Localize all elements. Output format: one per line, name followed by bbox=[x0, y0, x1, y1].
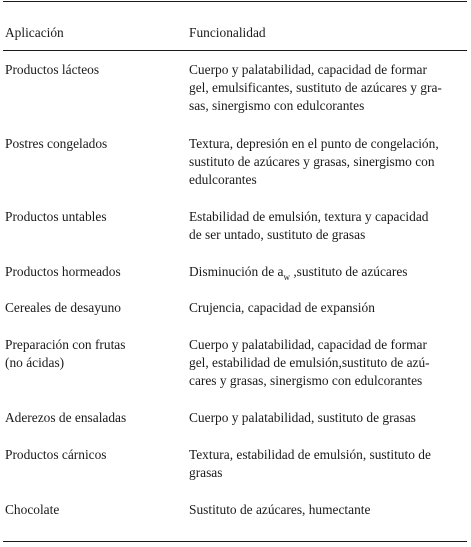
top-rule bbox=[3, 1, 467, 2]
row-1-functionality-line-1: Cuerpo y palatabilidad, capacidad de formar bbox=[189, 62, 427, 77]
bottom-rule bbox=[3, 541, 467, 542]
row-2-application: Postres congelados bbox=[5, 136, 108, 151]
row-7-application: Aderezos de ensaladas bbox=[5, 410, 127, 425]
row-3-functionality-line-2: de ser untado, sustituto de grasas bbox=[189, 227, 366, 242]
row-6-application-line-2: (no ácidas) bbox=[5, 355, 65, 370]
row-2-functionality-line-2: sustituto de azúcares y grasas, sinergismo con bbox=[189, 154, 435, 169]
row-1-application: Productos lácteos bbox=[5, 62, 100, 77]
row-6-application-line-1: Preparación con frutas bbox=[5, 337, 126, 352]
row-5-application: Cereales de desayuno bbox=[5, 300, 122, 315]
row-4-functionality-subscript: w bbox=[283, 272, 290, 282]
row-7-functionality-line-1: Cuerpo y palatabilidad, sustituto de grasas bbox=[189, 410, 416, 425]
row-1-functionality-line-3: sas, sinergismo con edulcorantes bbox=[189, 98, 365, 113]
row-6-functionality-line-1: Cuerpo y palatabilidad, capacidad de formar bbox=[189, 337, 427, 352]
header-application: Aplicación bbox=[5, 25, 64, 40]
row-3-functionality-line-1: Estabilidad de emulsión, textura y capacidad bbox=[189, 209, 429, 224]
row-5-functionality-line-1: Crujencia, capacidad de expansión bbox=[189, 300, 375, 315]
row-4-application: Productos hormeados bbox=[5, 264, 121, 279]
row-6-functionality-line-2: gel, estabilidad de emulsión,sustituto de azú- bbox=[189, 355, 430, 370]
row-1-functionality-line-2: gel, emulsificantes, sustituto de azúcares y gra- bbox=[189, 80, 442, 95]
row-2-functionality-line-3: edulcorantes bbox=[189, 172, 257, 187]
row-4-functionality-prefix: Disminución de a bbox=[189, 264, 284, 279]
row-8-functionality-line-1: Textura, estabilidad de emulsión, sustituto de bbox=[189, 447, 431, 462]
row-2-functionality-line-1: Textura, depresión en el punto de congelación, bbox=[189, 136, 439, 151]
row-6-functionality-line-3: cares y grasas, sinergismo con edulcorantes bbox=[189, 373, 423, 388]
row-8-functionality-line-2: grasas bbox=[189, 465, 223, 480]
row-8-application: Productos cárnicos bbox=[5, 447, 107, 462]
row-3-application: Productos untables bbox=[5, 209, 107, 224]
header-rule bbox=[3, 50, 467, 51]
row-9-application: Chocolate bbox=[5, 502, 60, 517]
row-4-functionality-suffix: ,sustituto de azúcares bbox=[289, 264, 408, 279]
header-functionality: Funcionalidad bbox=[189, 25, 266, 40]
row-9-functionality-line-1: Sustituto de azúcares, humectante bbox=[189, 502, 371, 517]
row-4-functionality bbox=[189, 263, 467, 283]
